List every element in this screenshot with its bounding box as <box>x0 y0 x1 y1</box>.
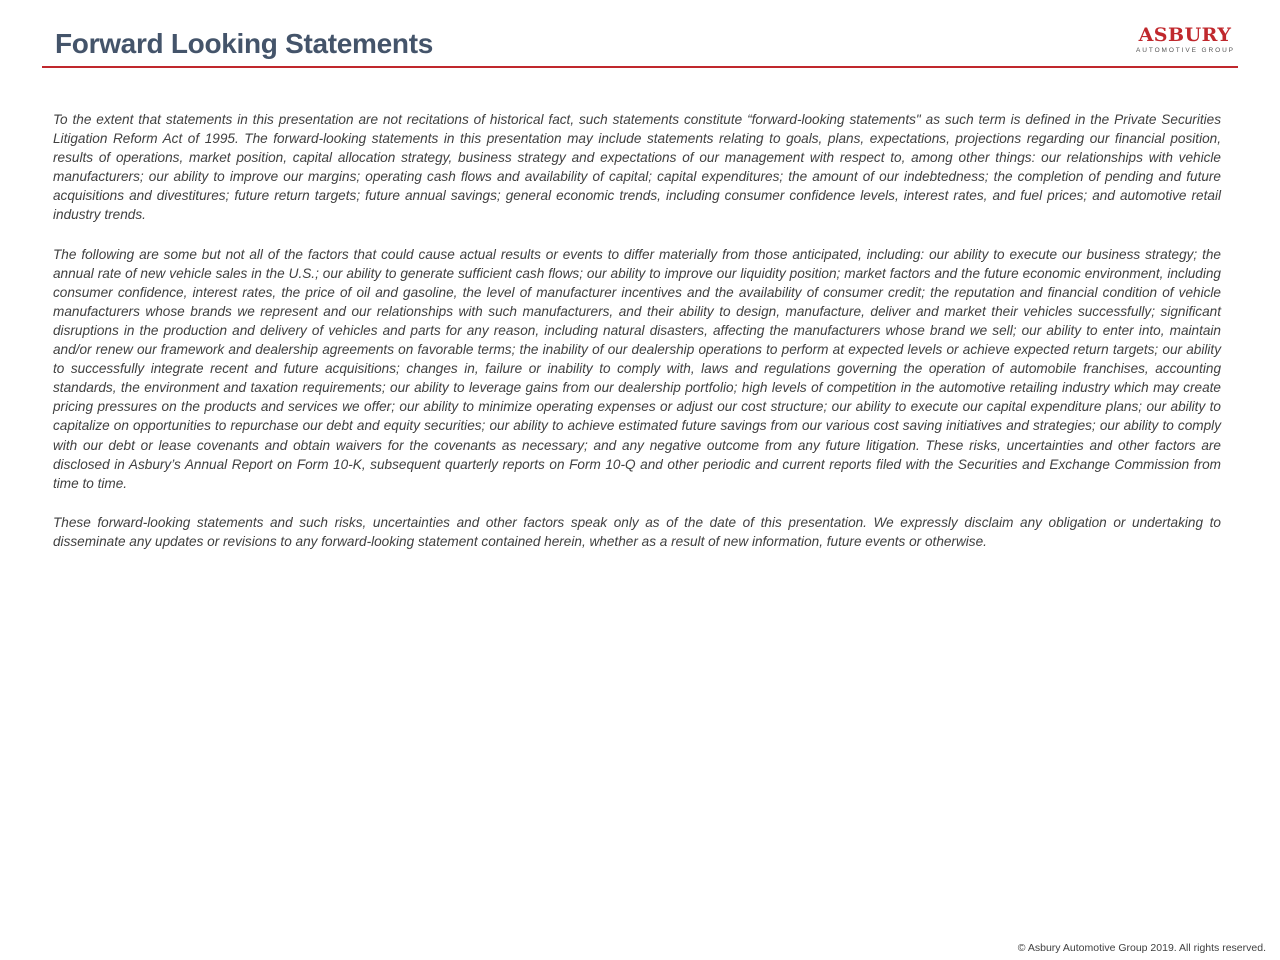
paragraph-disclaimer: These forward-looking statements and such risks, uncertainties and other factors speak only as of the date of this presentation. We expressly disclaim any obligation or undertaking to disseminate any updates or revisions to any forward-looking statement contained herein, whether as a result of new information, future events or otherwise. <box>53 514 1221 549</box>
paragraph-definition: To the extent that statements in this presentation are not recitations of historical fact, such statements constitute “forward-looking statements" as such term is defined in the Private Securities Litigation Reform Act of 1995. The forward-looking statements in this presentation may include statements relating to goals, plans, expectations, projections regarding our financial position, results of operations, market position, capital allocation strategy, business strategy and expectations of our management with respect to, among other things: our relationships with vehicle manufacturers; our ability to improve our margins; operating cash flows and availability of capital; capital expenditures; the amount of our indebtedness; the completion of pending and future acquisitions and divestitures; future return targets; future annual savings; general economic trends, including consumer confidence levels, interest rates, and fuel prices; and automotive retail industry trends. <box>53 112 1221 223</box>
copyright-footer: © Asbury Automotive Group 2019. All rights reserved. <box>1017 942 1266 954</box>
page-title: Forward Looking Statements <box>55 28 434 59</box>
logo-subtitle: AUTOMOTIVE GROUP <box>1136 47 1235 54</box>
statement-body <box>53 110 1221 571</box>
title-divider <box>42 66 1238 68</box>
paragraph-risk-factors: The following are some but not all of the factors that could cause actual results or events to differ materially from those anticipated, including: our ability to execute our business strategy; the annual rate of new vehicle sales in the U.S.; our ability to generate sufficient cash flows; our ability to improve our liquidity position; market factors and the future economic environment, including consumer confidence, interest rates, the price of oil and gasoline, the level of manufacturer incentives and the availability of consumer credit; the reputation and financial condition of vehicle manufacturers whose brands we represent and our relationships with such manufacturers, and their ability to design, manufacture, deliver and market their vehicles successfully; significant disruptions in the production and delivery of vehicles and parts for any reason, including natural disasters, affecting the manufacturers whose brand we sell; our ability to enter into, maintain and/or renew our framework and dealership agreements on favorable terms; the inability of our dealership operations to perform at expected levels or achieve expected return targets; our ability to successfully integrate recent and future acquisitions; changes in, failure or inability to comply with, laws and regulations governing the operation of automobile franchises, accounting standards, the environment and taxation requirements; our ability to leverage gains from our dealership portfolio; high levels of competition in the automotive retailing industry which may create pricing pressures on the products and services we offer; our ability to minimize operating expenses or adjust our cost structure; our ability to execute our capital expenditure plans; our ability to capitalize on opportunities to repurchase our debt and equity securities; our ability to achieve estimated future savings from our various cost saving initiatives and strategies; our ability to comply with our debt or lease covenants and obtain waivers for the covenants as necessary; and any negative outcome from any future litigation. These risks, uncertainties and other factors are disclosed in Asbury’s Annual Report on Form 10-K, subsequent quarterly reports on Form 10-Q and other periodic and current reports filed with the Securities and Exchange Commission from time to time. <box>53 246 1221 491</box>
company-logo <box>1136 24 1234 56</box>
logo-name: ASBURY <box>1138 24 1232 46</box>
